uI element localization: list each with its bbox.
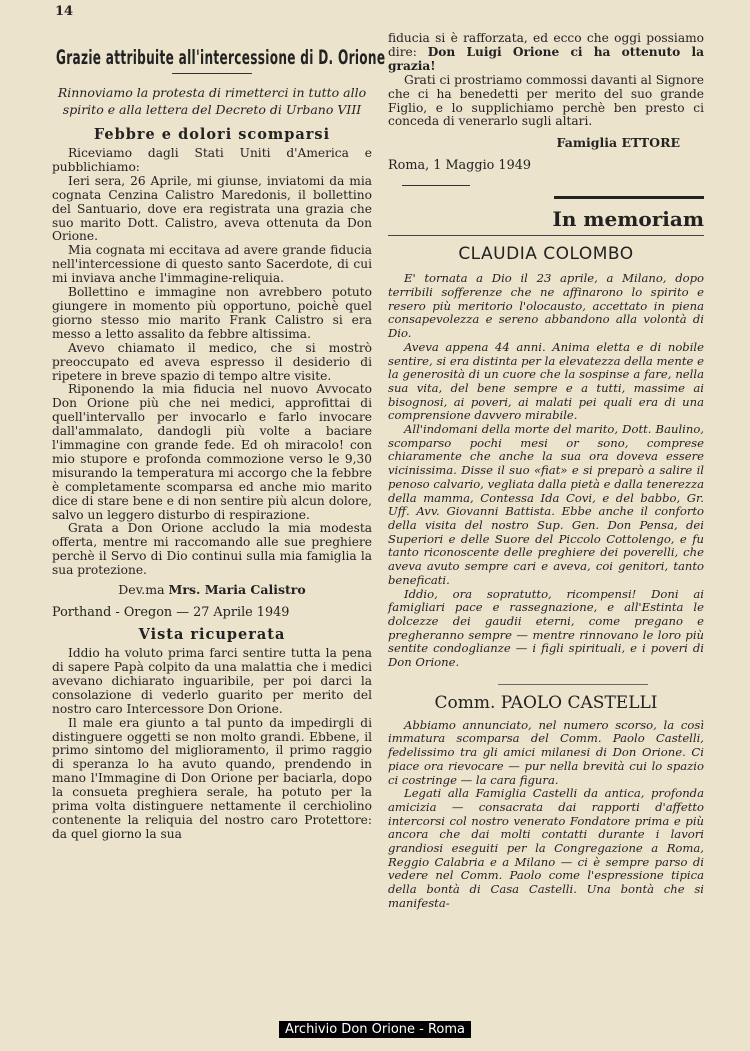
- person-name-castelli: Comm. PAOLO CASTELLI: [434, 692, 658, 713]
- paragraph: Legati alla Famiglia Castelli da antica, profonda amicizia — consacrata dai rapporti d'affetto intercorsi col nostro venerato Fondatore prima e più ancora che dai molti contatti durante i lavori grandiosi eseguiti per la Congregazione a Roma, Reggio Calabria e a Milano — ci è sempre parso di vedere nel Comm. Paolo come l'espressione tipica della bontà di Casa Castelli. Una bontà che si manifesta-: [388, 786, 704, 910]
- continuation-bold: Don Luigi Orione ci ha ottenuto la grazia!: [388, 44, 704, 73]
- paragraph: Grata a Don Orione accludo la mia modesta offerta, mentre mi raccomando alle sue preghiere perchè il Servo di Dio continui sulla mia famiglia la sua protezione.: [52, 521, 372, 578]
- section1-body: [52, 147, 372, 578]
- decree-subtitle: Rinnoviamo la protesta di rimetterci in tutto allo spirito e alla lettera del Decreto di Urbano VIII: [57, 85, 367, 117]
- short-divider: [402, 185, 470, 186]
- signature-name: ETTORE: [621, 135, 680, 151]
- paragraph: Bollettino e immagine non avrebbero potuto giungere in momento più opportuno, poichè quel giorno stesso mio marito Frank Calistro si era messo a letto assalito da febbre altissima.: [52, 285, 372, 341]
- signature-name: Mrs. Maria Calistro: [168, 582, 306, 598]
- left-column: [52, 32, 386, 842]
- archive-label: Archivio Don Orione - Roma: [279, 1021, 471, 1038]
- article-title: Grazie attribuite all'intercessione di D. Orione: [56, 46, 386, 69]
- signature-prefix: Dev.ma: [118, 582, 165, 598]
- paragraph: All'indomani della morte del marito, Dott. Baulino, scomparso pochi mesi or sono, comprese chiaramente che anche la sua ora doveva essere vicinissima. Disse il suo «fiat» e si preparò a salire il penoso calvario, vegliata dalla pietà e dalla tenerezza della mamma, Contessa Ida Covi, e del babbo, Gr. Uff. Avv. Giovanni Battista. Ebbe anche il conforto della visita del nostro Sup. Gen. Don Pensa, dei Superiori e delle Suore del Piccolo Cottolengo, e fu tanto riconoscente delle preghiere dei poverelli, che aveva avuto sempre cari e aveva, coi genitori, tanto beneficati.: [388, 422, 704, 587]
- colombo-body: [388, 272, 704, 669]
- section2-body: [52, 647, 372, 842]
- section-title-vista: Vista ricuperata: [138, 626, 286, 644]
- signature-calistro: [52, 582, 372, 597]
- paragraph: Abbiamo annunciato, nel numero scorso, la così immatura scomparsa del Comm. Paolo Castelli, fedelissimo tra gli amici milanesi di Don Orione. Ci piace ora rievocare — pur nella brevità cui lo spazio ci costringe — la cara figura.: [388, 717, 704, 787]
- paragraph: Avevo chiamato il medico, che si mostrò preoccupato ed aveva espresso il desiderio di ripetere in breve spazio di tempo altre visite.: [52, 340, 372, 383]
- castelli-body: [388, 719, 704, 911]
- paragraph: Il male era giunto a tal punto da impedirgli di distinguere oggetti se non molto grandi. Ebbene, il primo sintomo del miglioramento, il primo raggio di speranza lo ha avuto quando, prendendo in mano l'Immagine di Don Orione per baciarla, dopo la consueta preghiera serale, ha potuto per la prima volta distinguere nettamente il cerchiolino contenente la reliquia del nostro caro Protettore: da quel giorno la sua: [52, 715, 372, 841]
- continuation-paragraph: [388, 32, 704, 74]
- title-rule: [172, 73, 252, 74]
- memoriam-underline: [388, 235, 704, 236]
- continuation-text: fiducia si è rafforzata, ed ecco che oggi possiamo dire:: [388, 31, 704, 59]
- paragraph: Riponendo la mia fiducia nel nuovo Avvocato Don Orione più che nei medici, approfittai di quell'intervallo per invocarlo e farlo invocare dall'ammalato, dandogli più volte a baciare l'immagine con grande fede. Ed oh miracolo! con mio stupore e profonda commozione verso le 9,30 misurando la temperatura mi accorgo che la febbre è completamente scomparsa ed anche mio marito dice di stare bene e di non sentire più alcun dolore, salvo un leggero disturbo di respirazione.: [52, 382, 372, 522]
- paragraph: Iddio ha voluto prima farci sentire tutta la pena di sapere Papà colpito da una malattia che i medici avevano dichiarato inguaribile, per poi darci la consolazione di vederlo guarito per merito del nostro caro Intercessore Don Orione.: [52, 646, 372, 716]
- section-title-febbre: Febbre e dolori scomparsi: [93, 126, 331, 143]
- right-column: [388, 32, 704, 911]
- paragraph: Aveva appena 44 anni. Anima eletta e di nobile sentire, si era distinta per la elevatezza della mente e la generosità di un cuore che la sospinse a fare, nella sua vita, del bene sempre e a tutti, massime ai bisognosi, ai poveri, ai malati pei quali era di una comprensione davvero mirabile.: [388, 339, 704, 423]
- paragraph: Grati ci prostriamo commossi davanti al Signore che ci ha benedetti per merito del suo grande Figlio, e lo supplichiamo perchè ben presto ci conceda di venerarlo sugli altari.: [388, 72, 704, 129]
- signature-ettore: [388, 135, 680, 150]
- paragraph: E' tornata a Dio il 23 aprile, a Milano, dopo terribili sofferenze che ne affinarono lo spirito e resero più meritorio l'olocausto, accettato in piena consapevolezza e sereno abbandono alla volontà di Dio.: [388, 271, 704, 341]
- signature-prefix: Famiglia: [556, 135, 618, 151]
- memoriam-rule: [554, 196, 704, 199]
- paragraph: Riceviamo dagli Stati Uniti d'America e pubblichiamo:: [52, 146, 372, 174]
- person-name-colombo: CLAUDIA COLOMBO: [458, 244, 634, 265]
- place-date: Roma, 1 Maggio 1949: [388, 158, 531, 174]
- paragraph: Ieri sera, 26 Aprile, mi giunse, inviatomi da mia cognata Cenzina Calistro Maredonis, il bollettino del Santuario, dove era registrata una grazia che suo marito Dott. Calistro, aveva ottenuta da Don Orione.: [52, 173, 372, 244]
- page-number: 14: [55, 4, 74, 19]
- paragraph: Mia cognata mi eccitava ad avere grande fiducia nell'intercessione di questo santo Sacerdote, di cui mi inviava anche l'immagine-reliquia.: [52, 243, 372, 286]
- section-divider: [498, 684, 648, 685]
- archive-footer: [0, 1022, 750, 1037]
- paragraph: Iddio, ora sopratutto, ricompensi! Doni ai famigliari pace e rassegnazione, e all'Estinta le dolcezze dei gaudii eterni, come pregano e pregheranno sempre — mentre rinnovano le loro più sentite condoglianze — i figli spirituali, e i poveri di Don Orione.: [388, 586, 704, 670]
- place-date: Porthand - Oregon — 27 Aprile 1949: [52, 605, 290, 621]
- memoriam-title: In memoriam: [552, 207, 704, 232]
